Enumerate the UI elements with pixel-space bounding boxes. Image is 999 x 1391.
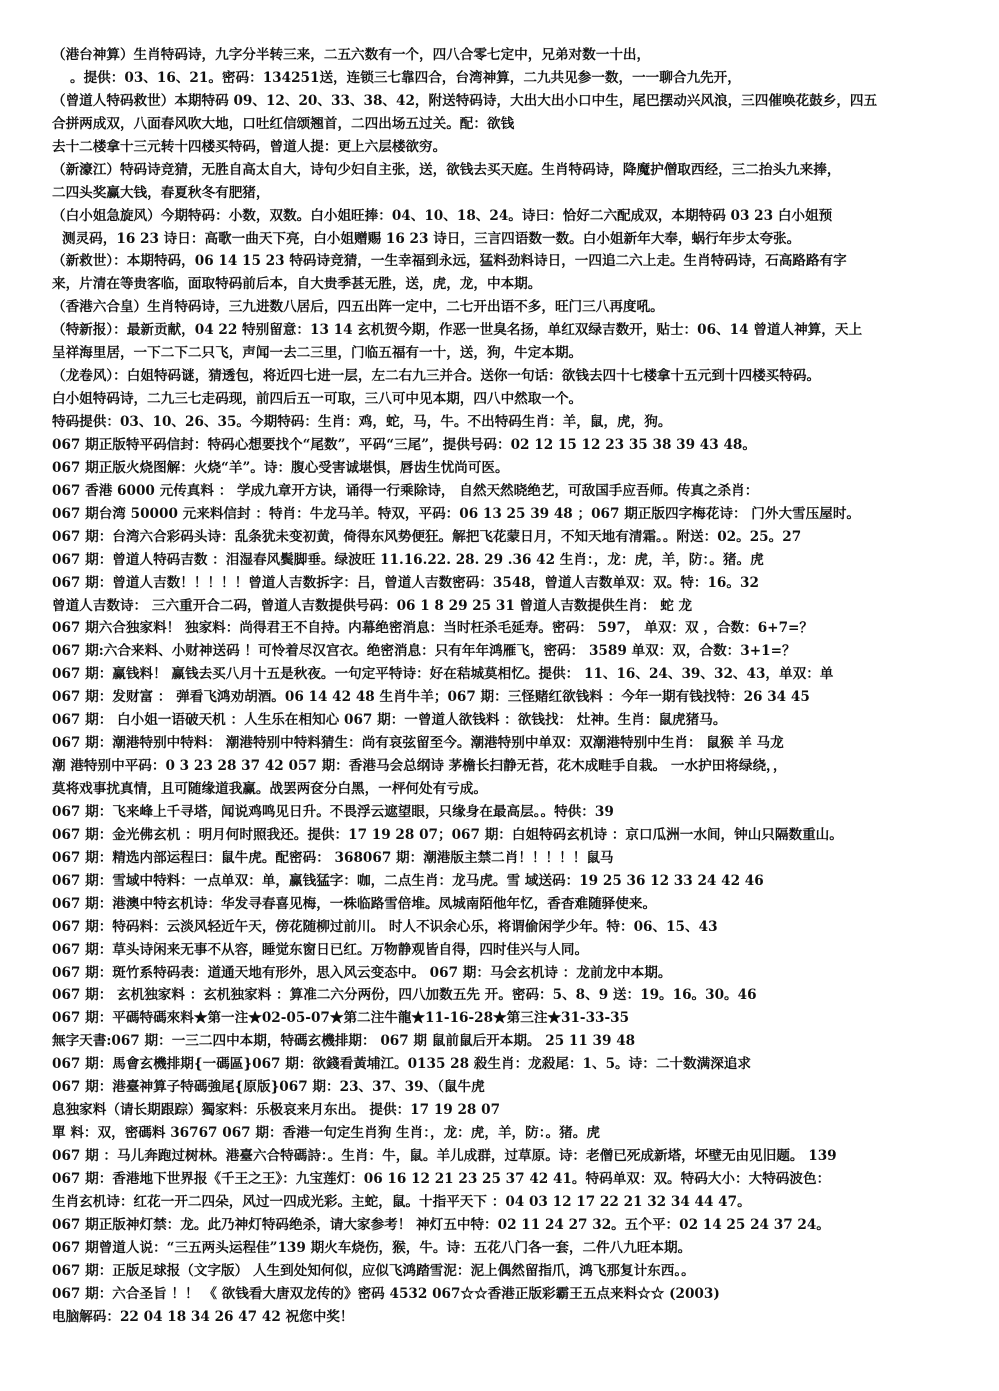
text-line: 067 期：赢钱料！ 赢钱去买八月十五是秋夜。一句定平特诗：好在秸城莫相忆。提供： 11、16、24、39、32、43，单双：单 bbox=[52, 666, 834, 683]
text-line: 067 期：正版足球报（文字版） 人生到处知何似，应似飞鸿踏雪泥：泥上偶然留指爪，鸿飞那复计东西。。 bbox=[52, 1262, 695, 1279]
text-line: （龙卷风）：白姐特码谜，猜透包，将近四七进一层，左二右九三并合。送你一句话：欲钱去四十七楼拿十五元到十四楼买特码。 bbox=[52, 368, 821, 385]
text-line: 067 期：金光佛玄机 ：明月何时照我还。提供：17 19 28 07；067 期：白姐特码玄机诗 ：京口瓜洲一水间，钟山只隔数重山。 bbox=[52, 826, 843, 843]
text-line: 067 期： 玄机独家料 ：玄机独家料 ：算准二六分两份，四八加数五先 开。密码：5、8、9 送：19。16。30。46 bbox=[52, 987, 757, 1004]
text-line: 电脑解码：22 04 18 34 26 47 42 祝您中奖！ bbox=[52, 1308, 354, 1325]
text-line: 067 期：雪域中特料：一点单双：单，赢钱猛字：咖，二点生肖：龙马虎。雪 域送码：19 25 36 12 33 24 42 46 bbox=[52, 872, 764, 889]
text-line: 無字天書:067 期：一三二四中本期，特碼玄機排期： 067 期 鼠前鼠后开本期。 25 11 39 48 bbox=[52, 1033, 636, 1050]
text-line: 067 期： 白小姐一语破天机 ：人生乐在相知心 067 期：一曾道人欲钱料 ：欲钱找： 灶神。生肖：鼠虎猪马。 bbox=[52, 712, 727, 729]
text-line: 067 期：斑竹系特码表：道通天地有形外，思入风云变态中。 067 期：马会玄机诗 ：龙前龙中本期。 bbox=[52, 964, 672, 981]
text-line: 二四头奖赢大钱，春夏秋冬有肥猪， bbox=[52, 184, 270, 201]
text-line: （新濠江）特码诗竞猜，无胜自高太自大，诗句少妇自主张，送，欲钱去买天庭。生肖特码诗，降魔护僧取西经，三二抬头九来捧， bbox=[52, 161, 841, 178]
text-line: 067 期：潮港特别中特料： 潮港特别中特料猜生：尚有哀弦留至今。潮港特别中单双：双潮港特别中生肖： 鼠猴 羊 马龙 bbox=[52, 735, 784, 752]
text-line: 067 期 ：马儿奔跑过树林。港臺六合特碼詩：。生肖：牛，鼠。羊儿成群，过草原。诗：老僧已死成新塔，坏壁无由见旧题。 139 bbox=[52, 1148, 837, 1164]
text-line: 067 期正版火烧图解：火烧“羊”。诗：腹心受害诚堪惧，唇齿生忧尚可医。 bbox=[52, 459, 509, 476]
text-line: 067 香港 6000 元传真料 ： 学成九章开方诀，诵得一行乘除诗， 自然天然晓绝艺，可敌国手应吾师。传真之杀肖： bbox=[52, 482, 759, 499]
text-line: 067 期：飞来峰上千寻塔，闻说鸡鸣见日升。不畏浮云遮望眼，只缘身在最高层。。特供：39 bbox=[52, 803, 614, 820]
text-line: 去十二楼拿十三元转十四楼买特码，曾道人提：更上六层楼欲穷。 bbox=[52, 138, 447, 155]
text-line: （特新报）：最新贡献，04 22 特别留意：13 14 玄机贺今期，作恶一世臭名扬，单红双绿吉数开，贴士：06、14 曾道人神算，天上 bbox=[52, 322, 863, 339]
text-line: 067 期：草头诗闲来无事不从容，睡觉东窗日已红。万物静观皆自得，四时佳兴与人同。 bbox=[52, 941, 589, 958]
text-line: （白小姐急旋风）今期特码：小数，双数。白小姐旺捧：04、10、18、24。诗曰：恰好二六配成双，本期特码 03 23 白小姐预 bbox=[52, 207, 833, 224]
text-line: 067 期正版神灯禁：龙。此乃神灯特码绝杀，请大家参考！ 神灯五中特：02 11 24 27 32。五个平：02 14 25 24 37 24。 bbox=[52, 1216, 830, 1233]
text-line: 曾道人吉数诗： 三六重开合二码，曾道人吉数提供号码：06 1 8 29 25 31 曾道人吉数提供生肖： 蛇 龙 bbox=[52, 597, 693, 614]
text-line: 067 期:六合来料、小财神送码 ！可怜着尽汉宫衣。绝密消息：只有年年鸿雁飞，密码： 3589 单双：双，合数：3+1=？ bbox=[52, 643, 796, 660]
text-line: 067 期：馬會玄機排期{一碼區}067 期：欲錢看黃埔江。0135 28 殺生肖：龙殺尾：1、5。诗：二十数满深追求 bbox=[52, 1056, 751, 1073]
text-line: 合拼两成双，八面春风吹大地，口吐红信颂翘首，二四出场五过关。配：欲钱 bbox=[52, 115, 515, 132]
text-line: 067 期：香港地下世界报《千王之王》：九宝莲灯：06 16 12 21 23 25 37 42 41。特码单双：双。特码大小：大特码波色： bbox=[52, 1170, 831, 1187]
text-line: 生肖玄机诗：红花一开二四朵，风过一四成光彩。主蛇，鼠。十指平天下 ：04 03 12 17 22 21 32 34 44 47。 bbox=[52, 1193, 751, 1210]
text-line bbox=[52, 1351, 969, 1374]
text-line: 067 期台湾 50000 元来料信封 ：特肖：牛龙马羊。特双，平码：06 13 25 39 48 ；067 期正版四字梅花诗： 门外大雪压屋时。 bbox=[52, 505, 861, 522]
text-line: 067 期：平碼特碼來料★第一注★02-05-07★第二注牛龍★11-16-28★第三注★31-33-35 bbox=[52, 1010, 630, 1027]
text-line: 潮 港特别中平码：0 3 23 28 37 42 057 期：香港马会总纲诗 茅檐长扫静无苔，花木成畦手自栽。 一水护田将绿绕，， bbox=[52, 758, 787, 775]
text-line: 067 期正版特平码信封：特码心想要找个“尾数”，平码“三尾”，提供号码：02 12 15 12 23 35 38 39 43 48。 bbox=[52, 436, 756, 453]
text-line: 白小姐特码诗，二九三七走码现，前四后五一可取，三八可中见本期，四八中然取一个。 bbox=[52, 391, 583, 408]
text-line: 息独家料（请长期跟踪）獨家料：乐极哀来月东出。 提供：17 19 28 07 bbox=[52, 1102, 501, 1119]
text-line: 测灵码，16 23 诗日：高歌一曲天下亮，白小姐赠赐 16 23 诗日，三言四语数一数。白小姐新年大奉，蜗行年步太夸张。 bbox=[62, 230, 801, 247]
text-line: 單 料：双，密碼料 36767 067 期：香港一句定生肖狗 生肖：，龙：虎，羊，防：。猪。虎 bbox=[52, 1125, 600, 1142]
text-line: 067 期：曾道人吉数！！！！！曾道人吉数拆字：吕，曾道人吉数密码：3548，曾道人吉数单双：双。特：16。32 bbox=[52, 574, 759, 591]
text-line: 067 期：特码料：云淡风轻近午天，傍花随柳过前川。 时人不识余心乐，将谓偷闲学少年。特：06、15、43 bbox=[52, 918, 718, 935]
text-line: 067 期：精选内部运程曰：鼠牛虎。配密码： 368067 期：潮港版主禁二肖！！！！！鼠马 bbox=[52, 849, 614, 866]
text-line: 067 期六合独家料！ 独家料：尚得君王不自持。内幕绝密消息：当时枉杀毛延寿。密码： 597， 单双：双 ，合数：6+7=？ bbox=[52, 620, 814, 637]
text-line: 067 期：发财富 ： 弹看飞鸿劝胡酒。06 14 42 48 生肖牛羊；067 期：三怪赌红欲钱料 ：今年一期有钱找特：26 34 45 bbox=[52, 689, 810, 706]
text-line: 。提供：03、16、21。密码：134251送，连锁三七靠四合，台湾神算，二九共见参一数，一一聊合九先开， bbox=[70, 69, 741, 86]
text-line: 067 期：六合圣旨 ！！ 《 欲钱看大唐双龙传的》密码 4532 067☆☆香港正版彩霸王五点来料☆☆ (2003) bbox=[52, 1285, 720, 1302]
text-line: （曾道人特码救世）本期特码 09、12、20、33、38、42，附送特码诗，大出大出小口中生，尾巴摆动兴风浪，三四催唤花鼓乡，四五 bbox=[52, 92, 878, 109]
text-line: 莫将戏事扰真情，且可随缘道我赢。战罢两奁分白黑，一枰何处有亏成。 bbox=[52, 781, 487, 797]
text-line: 067 期：台湾六合彩码头诗：乱条犹未变初黄，倚得东风势便狂。解把飞花蒙日月，不知天地有清霜。。附送：02。25。27 bbox=[52, 528, 802, 545]
text-line: 067 期：港澳中特玄机诗：华发寻春喜见梅，一株临路雪倍堆。凤城南陌他年忆，香杳难随驿使来。 bbox=[52, 895, 657, 912]
text-line: （新救世）：本期特码，06 14 15 23 特码诗竞猜，一生幸福到永远，猛料劲料诗日，一四追二六上走。生肖特码诗，石高路路有字 bbox=[52, 253, 847, 270]
text-line: 067 期：曾道人特码吉数 ：泪湿春风鬓脚垂。绿波旺 11.16.22. 28. 29 .36 42 生肖：，龙：虎，羊，防：。猪。虎 bbox=[52, 551, 764, 568]
text-line: 特码提供：03、10、26、35。今期特码：生肖：鸡，蛇，马，牛。不出特码生肖：羊，鼠，虎，狗。 bbox=[52, 414, 672, 430]
text-line: （香港六合皇）生肖特码诗，三九进数八居后，四五出阵一定中，二七开出语不多，旺门三八再度吼。 bbox=[52, 299, 664, 316]
text-line: 来，片清在等贵客临，面取特码前后本，自大贵季甚无胜，送，虎，龙，中本期。 bbox=[52, 276, 542, 293]
text-line: 067 期曾道人说：“三五两头运程佳”139 期火车烧伤，猴，牛。诗：五花八门各一套，二件八九旺本期。 bbox=[52, 1239, 692, 1256]
text-line: （港台神算）生肖特码诗，九字分半转三来，二五六数有一个，四八合零七定中，兄弟对数一十出， bbox=[52, 47, 651, 63]
text-line bbox=[52, 1329, 969, 1352]
text-line: 067 期：港臺神算子特碼強尾{原版}067 期：23、37、39、（鼠牛虎 bbox=[52, 1079, 485, 1096]
text-line: 呈祥海里居，一下二下二只飞，声闻一去二三里，门临五福有一十，送，狗，牛定本期。 bbox=[52, 345, 583, 362]
